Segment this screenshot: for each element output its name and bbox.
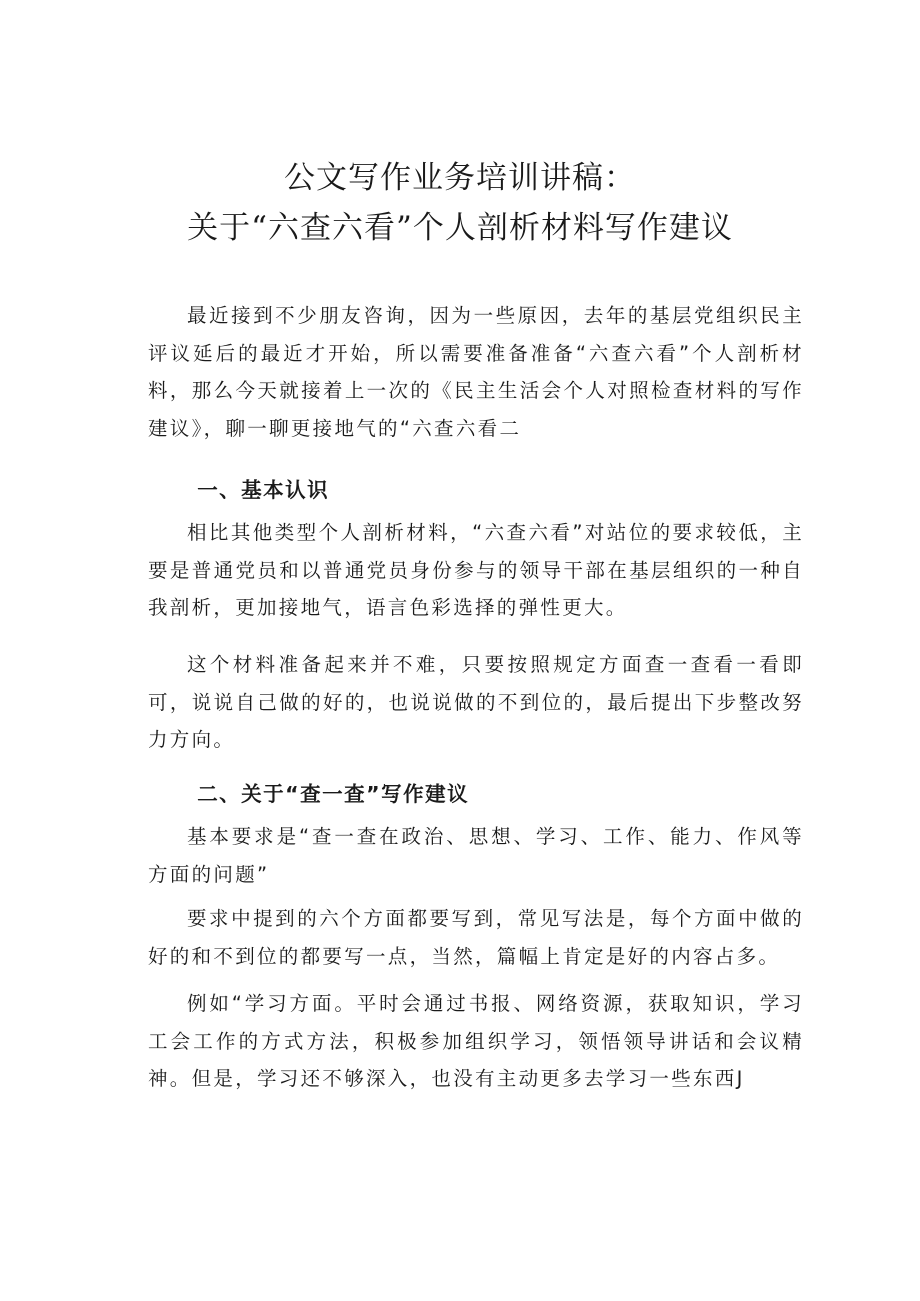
- paragraph-example: 例如“学习方面。平时会通过书报、网络资源，获取知识，学习工会工作的方式方法，积极参加组织学习，领悟领导讲话和会议精神。但是，学习还不够深入，也没有主动更多去学习一些东西J: [148, 992, 804, 1090]
- paragraph-six-aspects: 要求中提到的六个方面都要写到，常见写法是，每个方面中做的好的和不到位的都要写一点，当然，篇幅上肯定是好的内容占多。: [148, 907, 804, 968]
- intro-paragraph: 最近接到不少朋友咨询，因为一些原因，去年的基层党组织民主评议延后的最近才开始，所以需要准备准备“六查六看”个人剖析材料，那么今天就接着上一次的《民主生活会个人对照检查材料的写作建议》，聊一聊更接地气的“六查六看二: [148, 304, 804, 440]
- document-title-line-1: 公文写作业务培训讲稿：: [284, 160, 636, 196]
- paragraph-basic-requirement: 基本要求是“查一查在政治、思想、学习、工作、能力、作风等方面的问题”: [148, 825, 804, 886]
- paragraph-preparation: 这个材料准备起来并不难，只要按照规定方面查一查看一看即可，说说自己做的好的，也说说做的不到位的，最后提出下步整改努力方向。: [148, 653, 804, 751]
- section-heading-check-suggestions: 二、关于“查一查”写作建议: [197, 782, 470, 806]
- section-heading-basic-understanding: 一、基本认识: [197, 478, 330, 502]
- document-title-line-2: 关于“六查六看”个人剖析材料写作建议: [187, 210, 733, 246]
- paragraph-comparison: 相比其他类型个人剖析材料，“六查六看”对站位的要求较低，主要是普通党员和以普通党员身份参与的领导干部在基层组织的一种自我剖析，更加接地气，语言色彩选择的弹性更大。: [148, 521, 804, 619]
